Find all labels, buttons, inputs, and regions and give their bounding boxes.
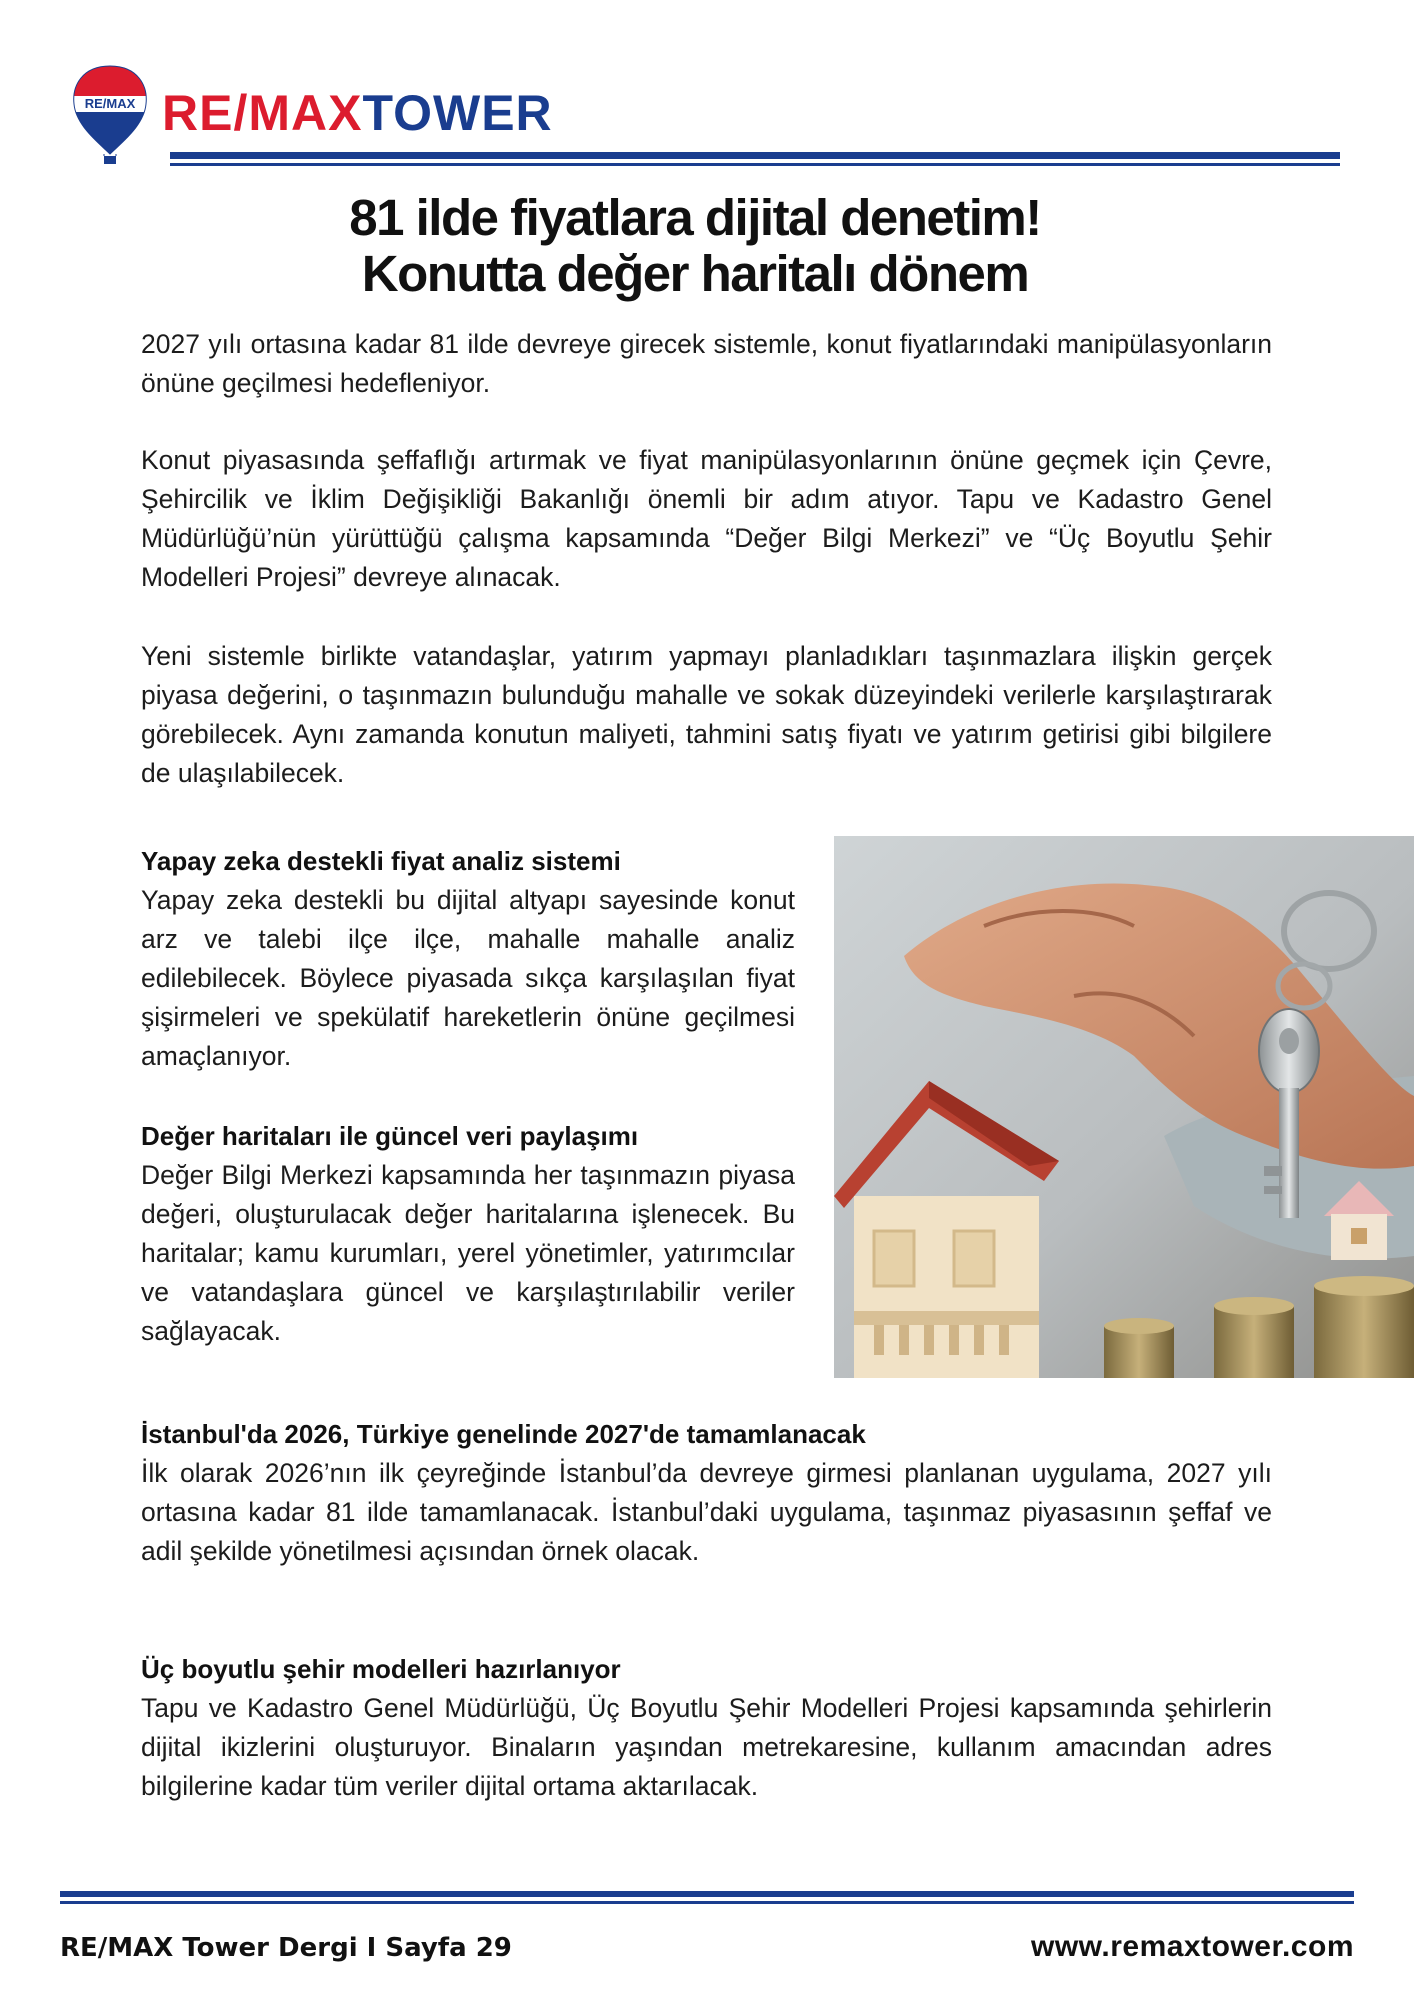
brand-tower: TOWER (362, 85, 553, 141)
article-title (110, 190, 1280, 302)
intro-paragraph: 2027 yılı ortasına kadar 81 ilde devreye girecek sistemle, konut fiyatlarındaki manipülasyonların önüne geçilmesi hedefleniyor. (141, 329, 1272, 398)
section-heading-3d-models: Üç boyutlu şehir modelleri hazırlanıyor (141, 1654, 621, 1684)
section-body-3d-models: Tapu ve Kadastro Genel Müdürlüğü, Üç Boyutlu Şehir Modelleri Projesi kapsamında şehirlerin dijital ikizlerini oluşturuyor. Binaların yaşından metrekaresine, kullanım amacından adres bilgilerine kadar tüm veriler dijital ortama aktarılacak. (141, 1693, 1272, 1801)
header (70, 62, 1340, 172)
header-rule-thin (170, 163, 1340, 166)
photo-illustration (834, 836, 1414, 1378)
brand-wordmark (162, 85, 553, 141)
footer-rule-thin (60, 1901, 1354, 1904)
footer-rule-thick (60, 1891, 1354, 1897)
brand-remax: RE/MAX (162, 85, 363, 141)
header-rule-thick (170, 152, 1340, 159)
section-heading-ai-analysis: Yapay zeka destekli fiyat analiz sistemi (141, 846, 621, 876)
footer-website-link[interactable]: www.remaxtower.com (1030, 1930, 1354, 1963)
svg-text:RE/MAX: RE/MAX (84, 96, 136, 111)
title-line-2: Konutta değer haritalı dönem (361, 245, 1029, 302)
remax-balloon-logo (70, 62, 150, 172)
section-body-timeline: İlk olarak 2026’nın ilk çeyreğinde İstanbul’da devreye girmesi planlanan uygulama, 2027 yılı ortasına kadar 81 ilde tamamlanacak. İstanbul’daki uygulama, taşınmaz piyasasının şeffaf ve adil şekilde yönetilmesi açısından örnek olacak. (141, 1458, 1272, 1566)
section-body-value-maps: Değer Bilgi Merkezi kapsamında her taşınmazın piyasa değeri, oluşturulacak değer haritalarına işlenecek. Bu haritalar; kamu kurumları, yerel yönetimler, yatırımcılar ve vatandaşlara güncel ve karşılaştırılabilir veriler sağlayacak. (141, 1160, 795, 1346)
body-paragraph-1: Konut piyasasında şeffaflığı artırmak ve fiyat manipülasyonlarının önüne geçmek için Çevre, Şehircilik ve İklim Değişikliği Bakanlığı önemli bir adım atıyor. Tapu ve Kadastro Genel Müdürlüğü’nün yürüttüğü çalışma kapsamında “Değer Bilgi Merkezi” ve “Üç Boyutlu Şehir Modelleri Projesi” devreye alınacak. (141, 445, 1272, 592)
hand-with-keys-house-photo (834, 836, 1414, 1378)
section-heading-timeline: İstanbul'da 2026, Türkiye genelinde 2027'de tamamlanacak (141, 1419, 866, 1449)
section-body-ai-analysis: Yapay zeka destekli bu dijital altyapı sayesinde konut arz ve talebi ilçe ilçe, mahalle mahalle analiz edilebilecek. Böylece piyasada sıkça karşılaşılan fiyat şişirmeleri ve spekülatif hareketlerin önüne geçilmesi amaçlanıyor. (141, 885, 795, 1071)
body-paragraph-2: Yeni sistemle birlikte vatandaşlar, yatırım yapmayı planladıkları taşınmazlara ilişkin gerçek piyasa değerini, o taşınmazın bulunduğu mahalle ve sokak düzeyindeki verilerle karşılaştırarak görebilecek. Aynı zamanda konutun maliyeti, tahmini satış fiyatı ve yatırım getirisi gibi bilgilere de ulaşılabilecek. (141, 641, 1272, 788)
footer-page-label: RE/MAX Tower Dergi I Sayfa 29 (60, 1933, 512, 1963)
title-line-1: 81 ilde fiyatlara dijital denetim! (349, 189, 1041, 246)
section-heading-value-maps: Değer haritaları ile güncel veri paylaşımı (141, 1121, 639, 1151)
